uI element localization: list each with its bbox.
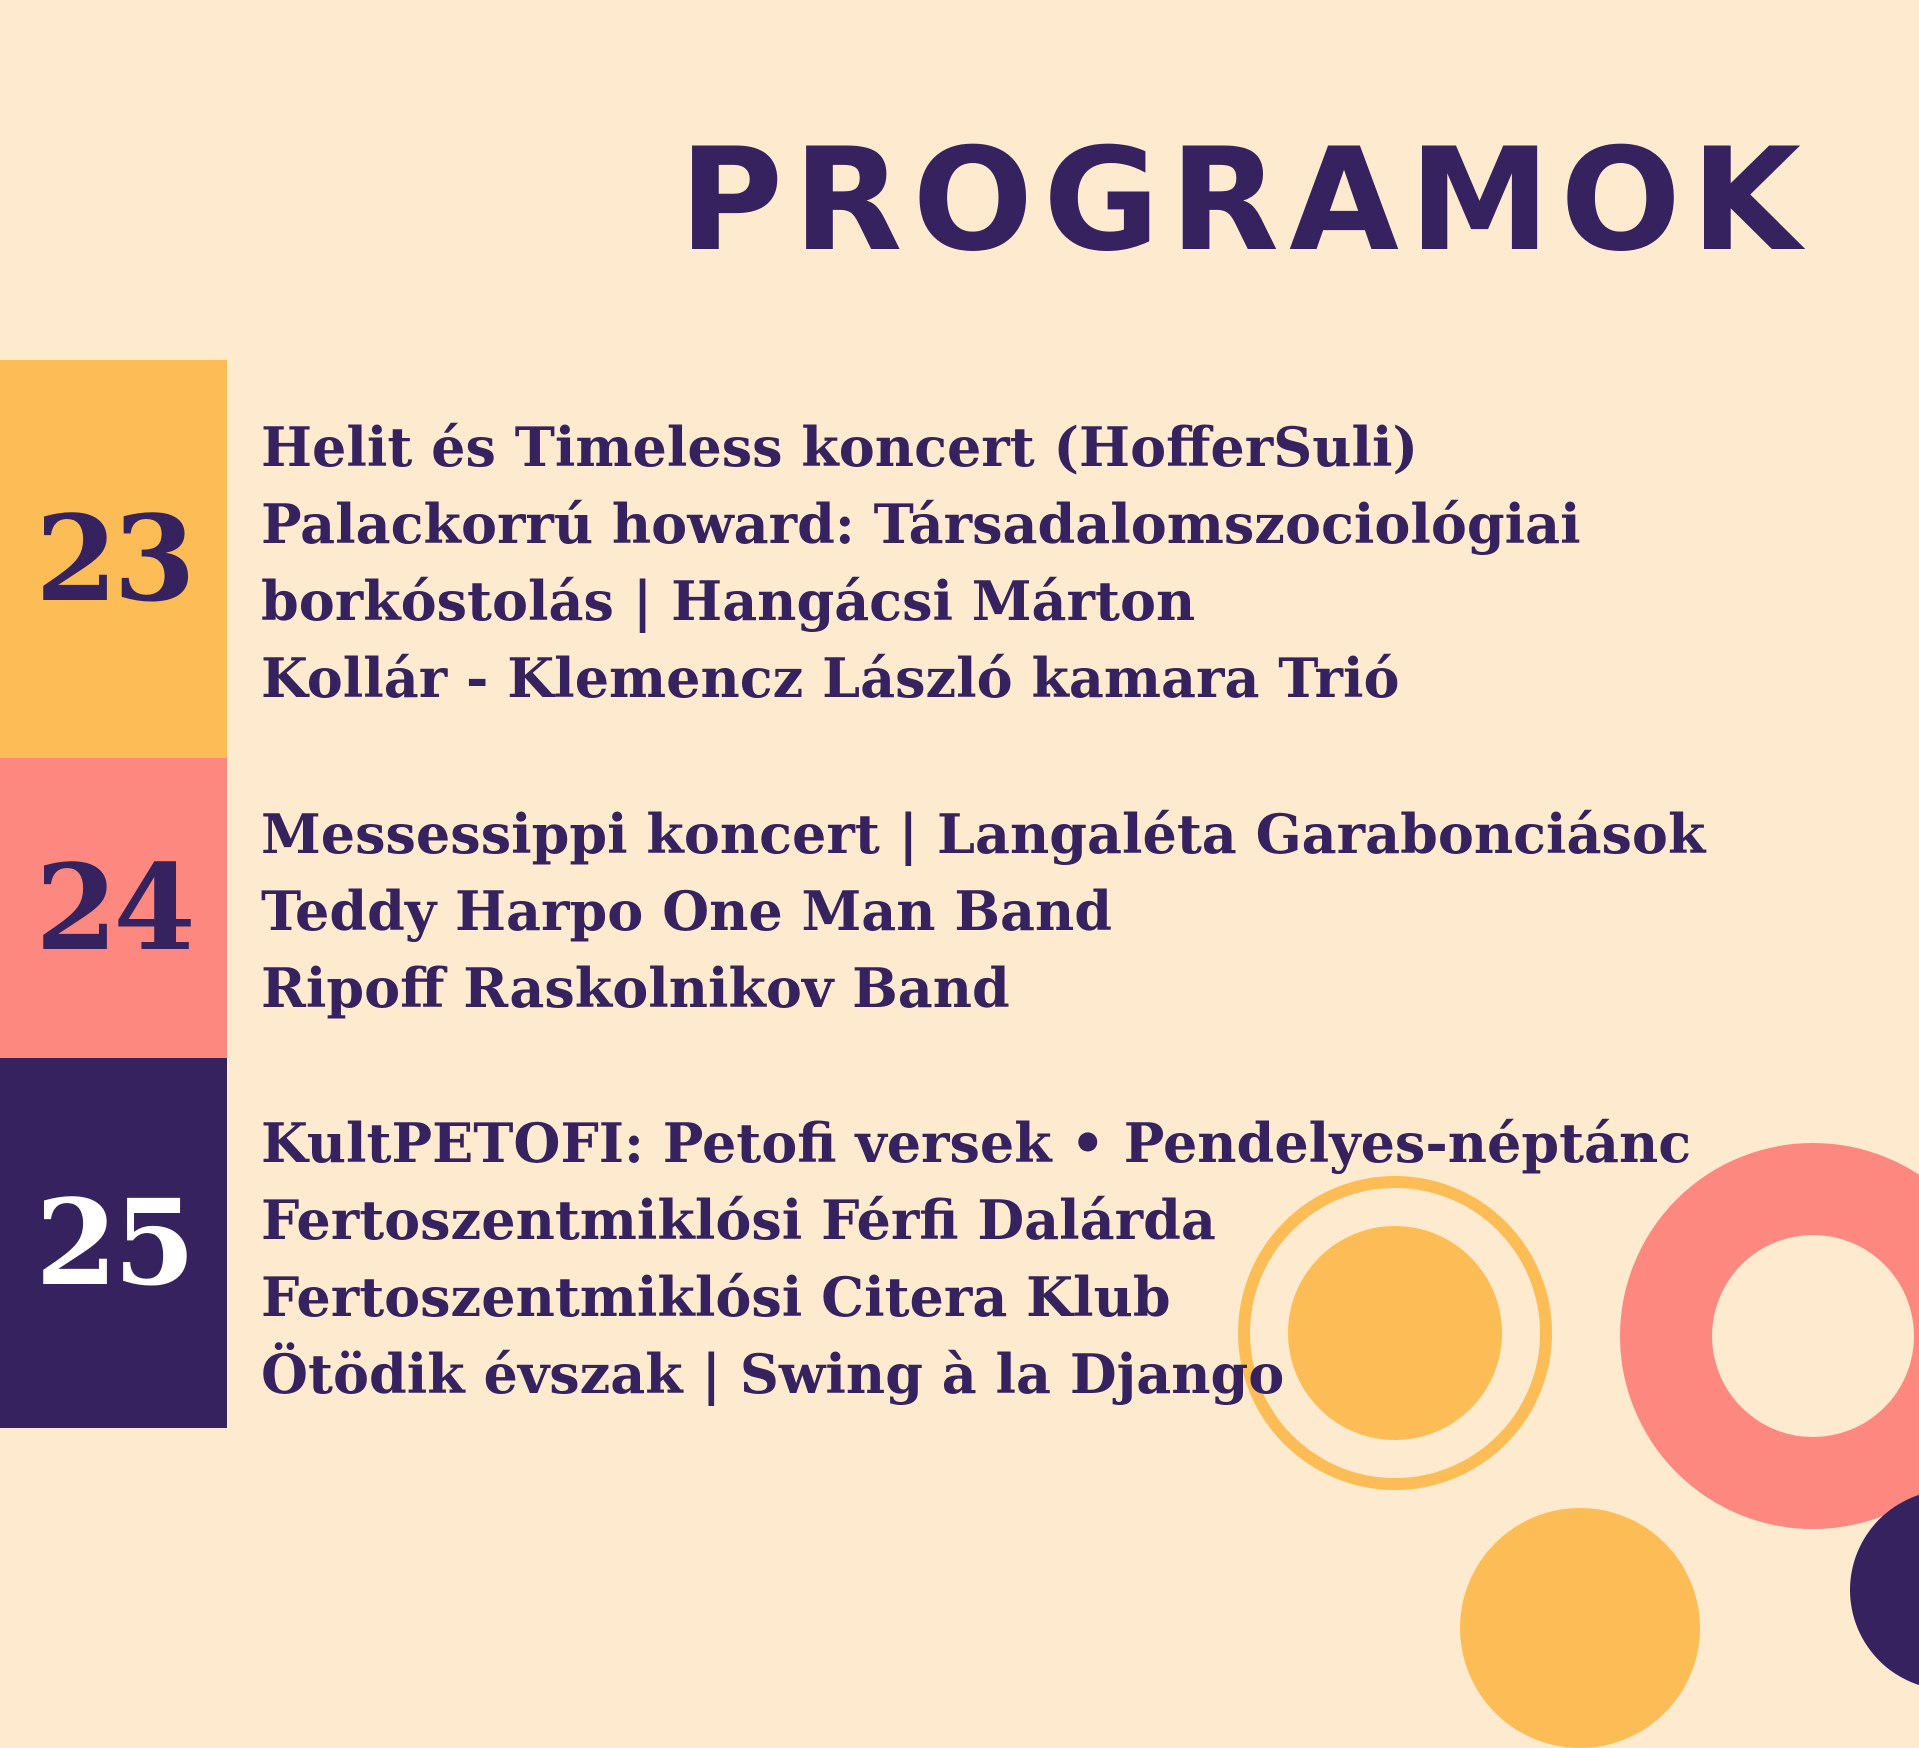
day-block-24 bbox=[0, 758, 227, 1058]
list-item: Fertoszentmiklósi Citera Klub bbox=[261, 1265, 1171, 1329]
list-item: Kollár - Klemencz László kamara Trió bbox=[261, 646, 1400, 710]
list-item: KultPETOFI: Petofi versek • Pendelyes-néptánc bbox=[261, 1111, 1692, 1175]
day-number: 24 bbox=[35, 838, 192, 977]
list-item: Helit és Timeless koncert (HofferSuli) bbox=[261, 415, 1419, 479]
day-number: 25 bbox=[35, 1173, 192, 1312]
yellow-circle-bottom-decoration bbox=[1460, 1508, 1700, 1748]
list-item: Ripoff Raskolnikov Band bbox=[261, 956, 1010, 1020]
event-list-24 bbox=[261, 796, 1705, 1027]
list-item: Ötödik évszak | Swing à la Django bbox=[261, 1342, 1285, 1406]
list-item: Palackorrú howard: Társadalomszociológiai bbox=[261, 492, 1581, 556]
day-block-23 bbox=[0, 360, 227, 758]
list-item: Teddy Harpo One Man Band bbox=[261, 879, 1113, 943]
day-block-25 bbox=[0, 1058, 227, 1428]
page-title: PROGRAMOK bbox=[679, 118, 1811, 283]
list-item: Fertoszentmiklósi Férfi Dalárda bbox=[261, 1188, 1216, 1252]
day-number: 23 bbox=[35, 489, 192, 628]
event-list-23 bbox=[261, 409, 1581, 717]
event-list-25 bbox=[261, 1105, 1691, 1413]
list-item: borkóstolás | Hangácsi Márton bbox=[261, 569, 1196, 633]
list-item: Messessippi koncert | Langaléta Garabonciások bbox=[261, 802, 1706, 866]
